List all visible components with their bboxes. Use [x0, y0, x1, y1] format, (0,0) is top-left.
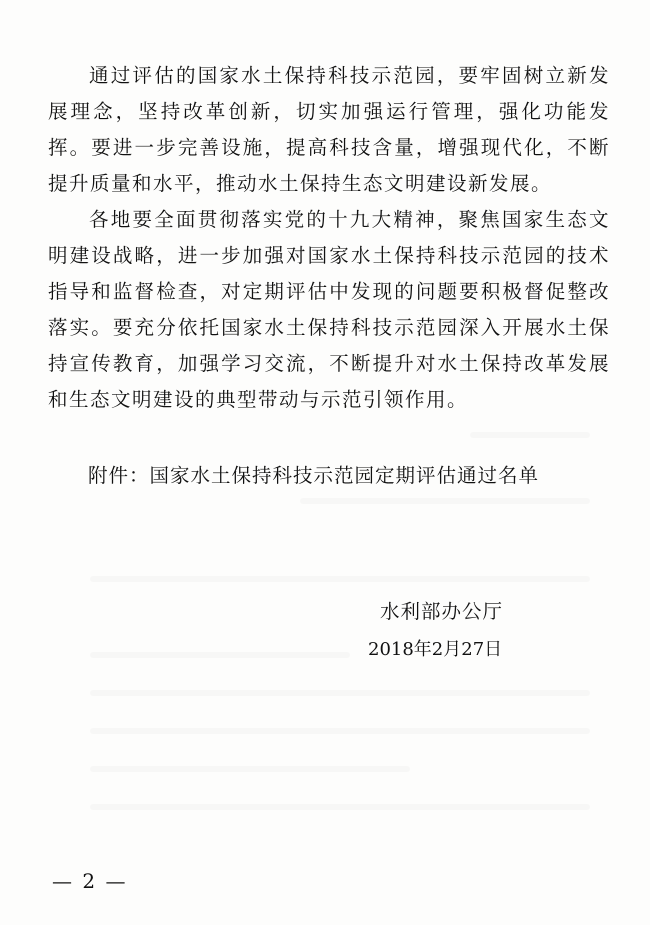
show-through-mark [90, 804, 590, 810]
page-number: — 2 — [52, 869, 128, 893]
show-through-mark [300, 498, 590, 504]
signature-organization: 水利部办公厅 [380, 600, 504, 623]
show-through-mark [90, 576, 590, 582]
show-through-mark [90, 728, 590, 734]
show-through-mark [470, 432, 590, 438]
body-paragraph: 各地要全面贯彻落实党的十九大精神，聚焦国家生态文明建设战略，进一步加强对国家水土保持科技示范园的技术指导和监督检查，对定期评估中发现的问题要积极督促整改落实。要充分依托国家水土保持科技示范园深入开展水土保持宣传教育，加强学习交流，不断提升对水土保持改革发展和生态文明建设的典型带动与示范引领作用。 [48, 208, 610, 411]
show-through-mark [90, 690, 590, 696]
show-through-mark [90, 652, 350, 658]
show-through-mark [90, 766, 410, 772]
attachment-line: 附件：国家水土保持科技示范园定期评估通过名单 [88, 464, 540, 487]
body-paragraph: 通过评估的国家水土保持科技示范园，要牢固树立新发展理念，坚持改革创新，切实加强运行管理，强化功能发挥。要进一步完善设施，提高科技含量，增强现代化，不断提升质量和水平，推动水土保持生态文明建设新发展。 [48, 64, 610, 195]
signature-date: 2018年2月27日 [368, 639, 503, 660]
